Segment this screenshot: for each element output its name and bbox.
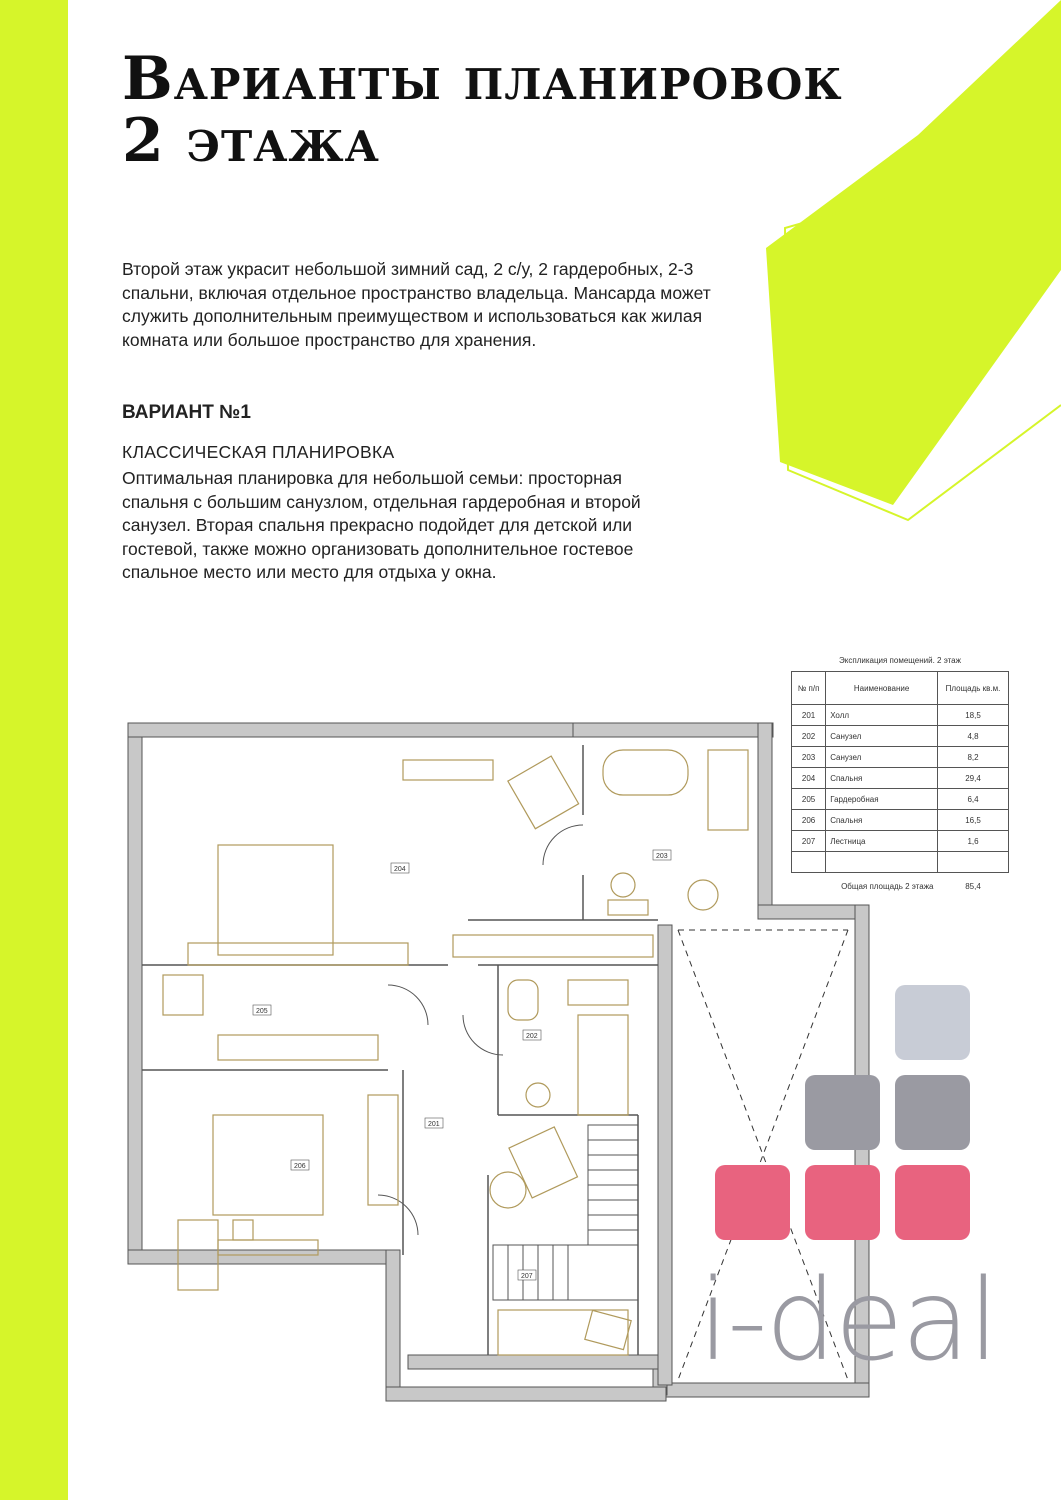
explication-caption: Экспликация помещений. 2 этаж — [839, 656, 961, 665]
room-label-206: 206 — [294, 1163, 306, 1170]
logo-tile — [805, 1165, 880, 1240]
cell-name: Санузел — [826, 726, 938, 747]
ideal-logo — [698, 985, 1013, 1415]
room-label-204: 204 — [394, 866, 406, 873]
title-line-1: Варианты планировок — [122, 44, 843, 114]
logo-tile — [715, 1165, 790, 1240]
table-row — [792, 747, 1009, 768]
table-row — [792, 831, 1009, 852]
column-header-name: Наименование — [826, 672, 938, 705]
cell-num: 204 — [792, 768, 826, 789]
cell-name: Гардеробная — [826, 789, 938, 810]
cell-num: 207 — [792, 831, 826, 852]
cell-name: Санузел — [826, 747, 938, 768]
cell-num: 206 — [792, 810, 826, 831]
table-row — [792, 705, 1009, 726]
cell-area: 8,2 — [938, 747, 1009, 768]
table-row — [792, 768, 1009, 789]
cell-name: Лестница — [826, 831, 938, 852]
logo-wordmark: i-deal — [698, 1256, 998, 1386]
cell-name: Спальня — [826, 768, 938, 789]
explication-table — [791, 656, 1009, 899]
column-header-num: № п/п — [792, 672, 826, 705]
room-label-207: 207 — [521, 1273, 533, 1280]
intro-paragraph: Второй этаж украсит небольшой зимний сад, 2 с/у, 2 гардеробных, 2-3 спальни, включая отдельное пространство владельца. Мансарда может служить дополнительным преимуществом и использоваться как жилая комната или большое пространство для хранения. — [122, 259, 711, 350]
table-row — [792, 810, 1009, 831]
cell-name: Холл — [826, 705, 938, 726]
cell-area: 4,8 — [938, 726, 1009, 747]
cell-num: 203 — [792, 747, 826, 768]
cell-area: 16,5 — [938, 810, 1009, 831]
cell-area: 18,5 — [938, 705, 1009, 726]
variant-subtitle: КЛАССИЧЕСКАЯ ПЛАНИРОВКА — [122, 442, 395, 462]
cell-name: Спальня — [826, 810, 938, 831]
cell-num: 202 — [792, 726, 826, 747]
logo-tile — [895, 985, 970, 1060]
logo-tile — [805, 1075, 880, 1150]
table-row — [792, 789, 1009, 810]
bed-icon — [218, 845, 333, 955]
table-total-row — [792, 873, 1009, 900]
room-label-203: 203 — [656, 853, 668, 860]
table-row — [792, 726, 1009, 747]
page-title — [122, 44, 843, 176]
variant-title: ВАРИАНТ №1 — [122, 402, 251, 423]
total-label: Общая площадь 2 этажа — [826, 873, 938, 900]
column-header-area: Площадь кв.м. — [938, 672, 1009, 705]
cell-num: 205 — [792, 789, 826, 810]
cell-area: 6,4 — [938, 789, 1009, 810]
cell-num: 201 — [792, 705, 826, 726]
cell-area: 29,4 — [938, 768, 1009, 789]
room-label-201: 201 — [428, 1121, 440, 1128]
table-header-row — [792, 672, 1009, 705]
title-line-2: 2 этажа — [122, 106, 380, 176]
plan-doors — [378, 825, 583, 1235]
cell-area: 1,6 — [938, 831, 1009, 852]
room-label-205: 205 — [256, 1008, 268, 1015]
explication-grid — [791, 671, 1009, 899]
bathtub-icon — [603, 750, 688, 795]
table-row — [792, 852, 1009, 873]
total-value: 85,4 — [938, 873, 1009, 900]
logo-tile — [895, 1165, 970, 1240]
logo-tile — [895, 1075, 970, 1150]
variant-description: Оптимальная планировка для небольшой семьи: просторная спальня с большим санузлом, отдельная гардеробная и второй санузел. Вторая спальня прекрасно подойдет для детской или гостевой, также можно организовать дополнительное гостевое спальное место или место для отдыха у окна. — [122, 468, 641, 582]
brochure-page — [68, 0, 1061, 1500]
room-label-202: 202 — [526, 1033, 538, 1040]
toilet-icon — [508, 980, 538, 1020]
armchair-icon — [508, 756, 579, 829]
